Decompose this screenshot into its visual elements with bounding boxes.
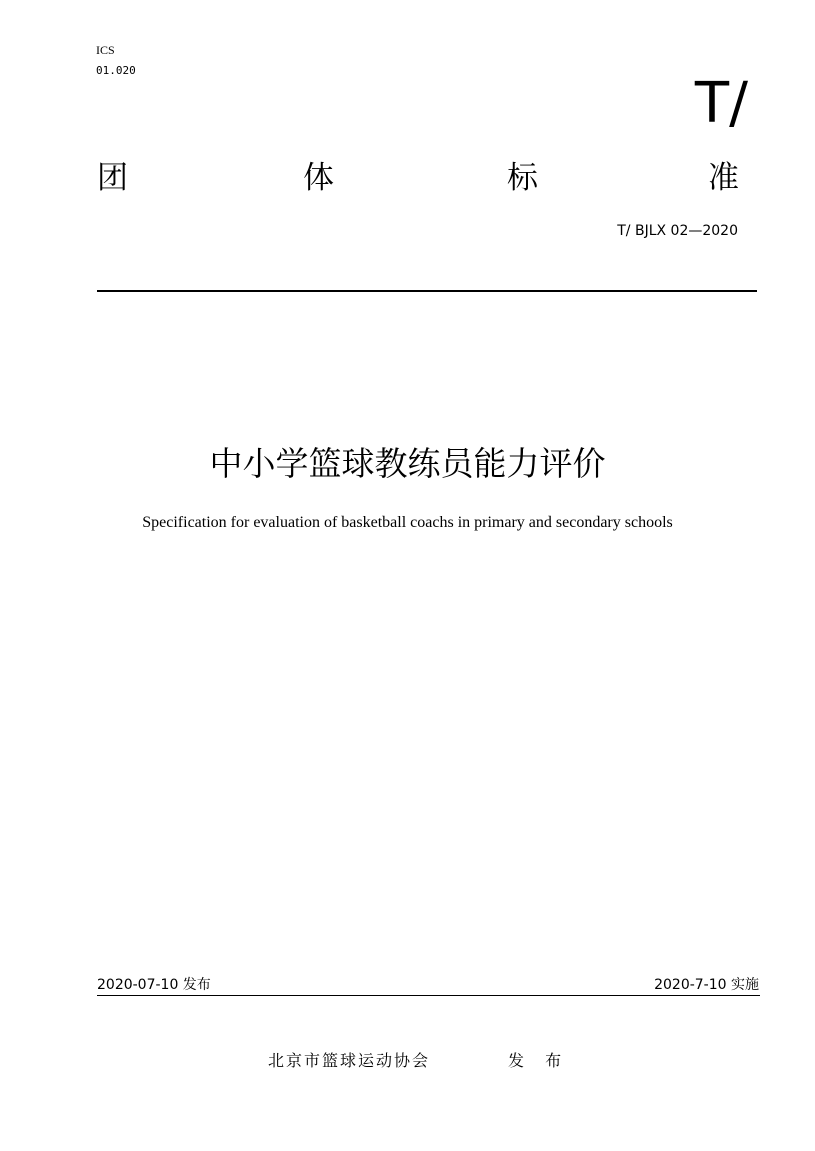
implement-date: 2020-7-10 实施: [654, 977, 759, 993]
ics-code: 01.020: [96, 64, 136, 77]
standard-type-char-1: 团: [97, 160, 128, 196]
standard-type-char-4: 准: [708, 160, 739, 196]
issue-verb: 发 布: [508, 1051, 570, 1070]
ics-label: ICS: [96, 43, 115, 57]
issuer-name: 北京市篮球运动协会: [268, 1051, 431, 1070]
header-divider: [97, 290, 757, 292]
standard-type-char-2: 体: [303, 160, 334, 196]
document-title-chinese: 中小学篮球教练员能力评价: [209, 444, 606, 483]
publish-date: 2020-07-10 发布: [97, 977, 211, 993]
footer-divider: [97, 995, 760, 996]
standard-type-char-3: 标: [507, 160, 538, 196]
standard-number: T/ BJLX 02—2020: [617, 223, 738, 239]
standard-mark: T/: [694, 71, 748, 136]
document-title-english: Specification for evaluation of basketball coachs in primary and secondary schools: [142, 514, 673, 531]
